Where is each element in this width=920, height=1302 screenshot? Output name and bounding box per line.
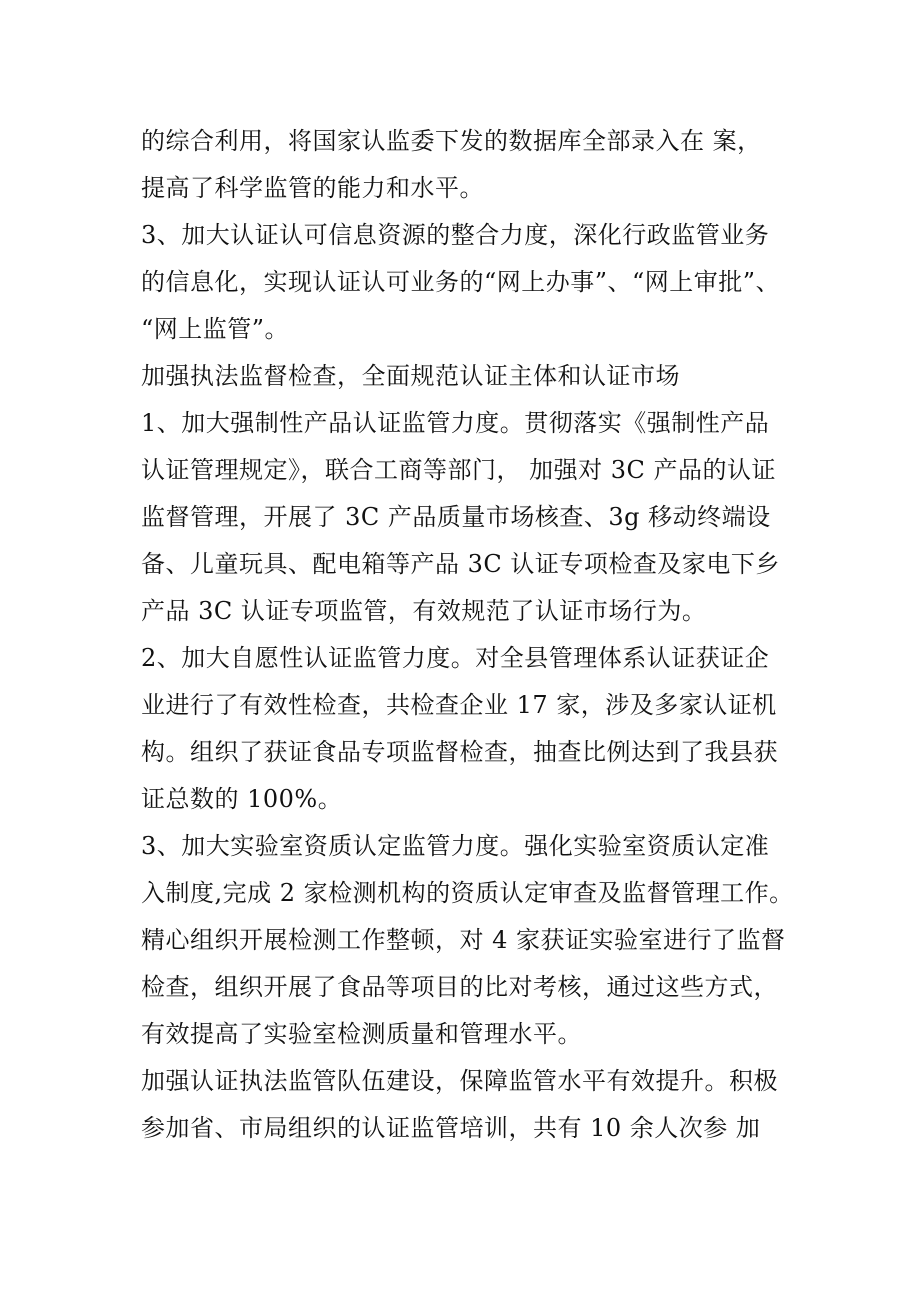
text-line: 业进行了有效性检查，共检查企业 17 家，涉及多家认证机 [141,691,777,719]
text-line: 1、加大强制性产品认证监管力度。贯彻落实《强制性产品 [141,409,770,437]
text-line: 提高了科学监管的能力和水平。 [141,174,484,202]
text-line: 备、儿童玩具、配电箱等产品 3C 认证专项检查及家电下乡 [141,550,780,578]
text-line: 3、加大实验室资质认定监管力度。强化实验室资质认定准 [141,832,770,860]
text-line: 有效提高了实验室检测质量和管理水平。 [141,1020,582,1048]
text-line: 检查，组织开展了食品等项目的比对考核，通过这些方式， [141,973,778,1001]
text-line: 2、加大自愿性认证监管力度。对全县管理体系认证获证企 [141,644,770,672]
text-line: 的综合利用，将国家认监委下发的数据库全部录入在 案， [141,127,762,155]
text-line: 产品 3C 认证专项监管，有效规范了认证市场行为。 [141,597,707,625]
text-line: 入制度,完成 2 家检测机构的资质认定审查及监督管理工作。 [141,879,794,907]
text-line: 证总数的 100%。 [141,785,343,813]
text-line: “网上监管”。 [141,315,290,343]
section-heading: 加强执法监督检查，全面规范认证主体和认证市场 [141,362,680,390]
text-line: 3、加大认证认可信息资源的整合力度，深化行政监管业务 [141,221,770,249]
text-line: 参加省、市局组织的认证监管培训，共有 10 余人次参 加 [141,1114,761,1142]
text-line: 认证管理规定》，联合工商等部门， 加强对 3C 产品的认证 [141,456,777,484]
text-line: 监督管理，开展了 3C 产品质量市场核查、3g 移动终端设 [141,503,771,531]
text-line: 加强认证执法监管队伍建设，保障监管水平有效提升。积极 [141,1067,778,1095]
text-line: 精心组织开展检测工作整顿，对 4 家获证实验室进行了监督 [141,926,786,954]
text-line: 的信息化，实现认证认可业务的“网上办事”、“网上审批”、 [141,268,781,296]
document-body [141,118,831,1152]
text-line: 构。组织了获证食品专项监督检查，抽查比例达到了我县获 [141,738,778,766]
